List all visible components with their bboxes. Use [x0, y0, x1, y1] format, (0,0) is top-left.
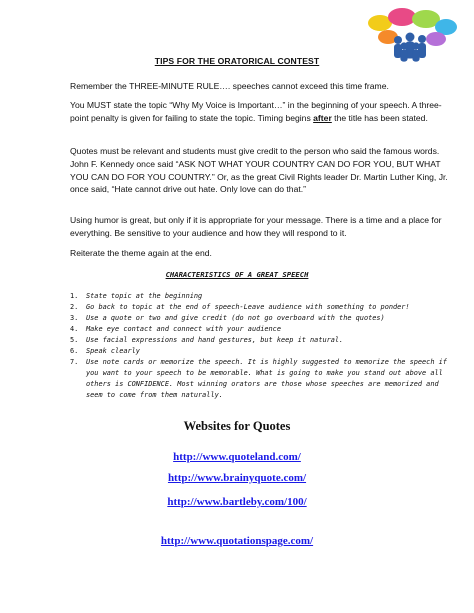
list-item-text: Use a quote or two and give credit (do not go overboard with the quotes) [86, 314, 385, 322]
link-quoteland[interactable]: http://www.quoteland.com/ [173, 451, 301, 463]
paragraph-quotes: Quotes must be relevant and students must give credit to the person who said the famous words. John F. Kennedy once said “ASK NOT WHAT YOUR COUNTRY CAN DO FOR YOU, BUT WHAT YOU CAN DO FOR YOU COUNTRY.” Or, as the great Civil Rights leader Dr. Martin Luther King, Jr. once said, “Hate cannot drive out hate. Only love can do that.” [70, 146, 448, 195]
emphasis-after: after [313, 112, 332, 123]
list-item [70, 335, 454, 346]
characteristics-list [70, 291, 454, 401]
list-item-text: Use facial expressions and hand gestures, but keep it natural. [86, 336, 344, 344]
page-title: TIPS FOR THE ORATORICAL CONTEST [154, 56, 320, 66]
list-item [70, 346, 454, 357]
list-item-text: Use note cards or memorize the speech. It is highly suggested to memorize the speech if you want to your speech to be memorable. What is going to make you stand out above all others is CONFIDENCE. Most winning orators are those whose speeches are memorized and seem to come from them naturally. [86, 358, 447, 399]
list-number: 7. [70, 358, 79, 366]
paragraph-state-topic-text: You MUST state the topic “Why My Voice is Important…” in the beginning of your speech. A three-point penalty is given for failing to state the topic. Timing begins [70, 100, 442, 123]
websites-heading: Websites for Quotes [183, 419, 291, 433]
list-item-text: Make eye contact and connect with your audience [86, 325, 281, 333]
list-number: 3. [70, 314, 79, 322]
list-number: 1. [70, 292, 79, 300]
section-subheading: CHARACTERISTICS OF A GREAT SPEECH [165, 270, 309, 279]
list-item [70, 357, 454, 401]
paragraph-humor: Using humor is great, but only if it is appropriate for your message. There is a time and a place for everything. Be sensitive to your audience and how they will respond to it. [70, 215, 442, 238]
link-quotationspage[interactable]: http://www.quotationspage.com/ [160, 535, 314, 547]
list-number: 6. [70, 347, 79, 355]
link-brainyquote[interactable]: http://www.brainyquote.com/ [167, 472, 307, 484]
list-item [70, 291, 454, 302]
list-item-text: Speak clearly [86, 347, 140, 355]
paragraph-state-topic-end: the title has been stated. [331, 112, 428, 123]
list-number: 2. [70, 303, 79, 311]
list-item-text: State topic at the beginning [86, 292, 203, 300]
list-number: 5. [70, 336, 79, 344]
link-bartleby[interactable]: http://www.bartleby.com/100/ [167, 496, 307, 508]
list-item-text: Go back to topic at the end of speech-Leave audience with something to ponder! [86, 303, 410, 311]
paragraph-state-topic [70, 99, 450, 125]
list-item [70, 324, 454, 335]
list-item [70, 313, 454, 324]
paragraph-reiterate: Reiterate the theme again at the end. [70, 248, 212, 258]
list-item [70, 302, 454, 313]
paragraph-time-rule: Remember the THREE-MINUTE RULE…. speeches cannot exceed this time frame. [70, 81, 389, 91]
list-number: 4. [70, 325, 79, 333]
